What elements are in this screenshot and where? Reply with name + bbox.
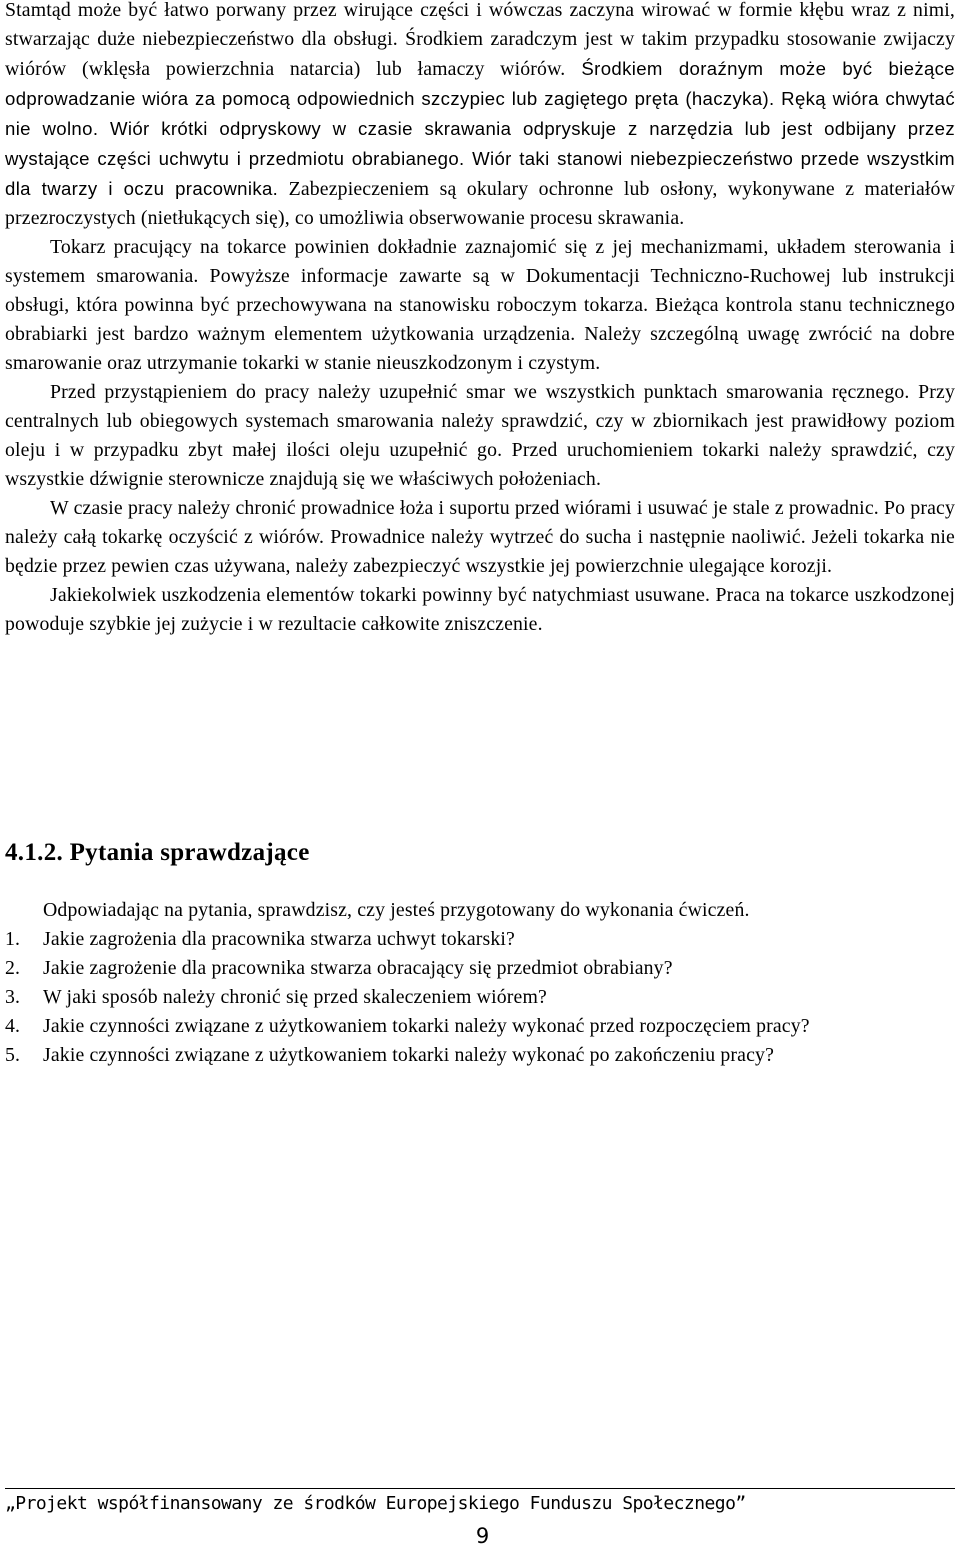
paragraph-lathe-familiarization: Tokarz pracujący na tokarce powinien dokładnie zaznajomić się z jej mechanizmami, układem sterowania i systemem smarowania. Powyższe informacje zawarte są w Dokumentacji Techniczno-Ruchowej lub instrukcji obsługi, która powinna być przechowywana na stanowisku roboczym tokarza. Bieżąca kontrola stanu technicznego obrabiarki jest bardzo ważnym elementem użytkowania urządzenia. Należy szczególną uwagę zwrócić na dobre smarowanie oraz utrzymanie tokarki w stanie nieuszkodzonym i czystym. xyxy=(5,236,955,374)
footer-divider xyxy=(5,1488,955,1489)
paragraph-during-work: W czasie pracy należy chronić prowadnice łoża i suportu przed wiórami i usuwać je stale z prowadnic. Po pracy należy całą tokarkę oczyścić z wiórów. Prowadnice należy wytrzeć do sucha i następnie naoliwić. Jeżeli tokarka nie będzie przez pewien czas używana, należy zabezpieczyć wszystkie jej powierzchnie ulegające korozji. xyxy=(5,497,955,577)
body-text xyxy=(5,0,955,639)
paragraph-chip-hazards-part-3: Zabezpieczeniem są okulary ochronne lub osłony, wykonywane z materiałów przezroczystych (nietłukących się), co umożliwia obserwowanie procesu skrawania. xyxy=(5,178,956,229)
question-item xyxy=(5,1041,955,1070)
paragraph-chip-hazards xyxy=(5,0,955,233)
page-number: 9 xyxy=(475,1524,490,1548)
question-number: 1. xyxy=(5,928,21,950)
questions-section xyxy=(5,896,955,1070)
question-number: 4. xyxy=(5,1015,21,1037)
section-heading: 4.1.2. Pytania sprawdzające xyxy=(5,839,310,866)
question-text: Jakie czynności związane z użytkowaniem tokarki należy wykonać po zakończeniu pracy? xyxy=(43,1044,774,1066)
paragraph-chip-hazards-part-2: Środkiem doraźnym może być bieżące odprowadzanie wióra za pomocą odpowiednich szczypiec lub zagiętego pręta (haczyka). Ręką wióra chwytać nie wolno. Wiór krótki odpryskowy w czasie skrawania odpryskuje z narzędzia lub jest odbijany przez wystające części uchwytu i przedmiotu obrabianego. Wiór taki stanowi niebezpieczeństwo przede wszystkim dla twarzy i oczu pracownika. xyxy=(5,58,955,199)
paragraph-damage: Jakiekolwiek uszkodzenia elementów tokarki powinny być natychmiast usuwane. Praca na tokarce uszkodzonej powoduje szybkie jej zużycie i w rezultacie całkowite zniszczenie. xyxy=(5,584,955,635)
footer-project-text: „Projekt współfinansowany ze środków Europejskiego Funduszu Społecznego” xyxy=(5,1493,746,1514)
question-text: W jaki sposób należy chronić się przed skaleczeniem wiórem? xyxy=(43,986,547,1008)
question-text: Jakie czynności związane z użytkowaniem tokarki należy wykonać przed rozpoczęciem pracy? xyxy=(43,1015,810,1037)
question-number: 5. xyxy=(5,1044,21,1066)
question-text: Jakie zagrożenie dla pracownika stwarza obracający się przedmiot obrabiany? xyxy=(43,957,673,979)
question-text: Jakie zagrożenia dla pracownika stwarza uchwyt tokarski? xyxy=(43,928,515,950)
question-number: 2. xyxy=(5,957,21,979)
paragraph-chip-hazards-part-1: Stamtąd może być łatwo porwany przez wirujące części i wówczas zaczyna wirować w formie kłębu wraz z nimi, stwarzając duże niebezpieczeństwo dla obsługi. Środkiem zaradczym jest w takim przypadku stosowanie zwijaczy wiórów (wklęsła powierzchnia natarcia) lub łamaczy wiórów. xyxy=(5,0,955,80)
question-item xyxy=(5,954,955,983)
question-item xyxy=(5,925,955,954)
question-number: 3. xyxy=(5,986,21,1008)
question-item xyxy=(5,983,955,1012)
paragraph-before-work: Przed przystąpieniem do pracy należy uzupełnić smar we wszystkich punktach smarowania ręcznego. Przy centralnych lub obiegowych systemach smarowania należy sprawdzić, czy w zbiornikach jest prawidłowy poziom oleju i w przypadku zbyt małej ilości oleju uzupełnić go. Przed uruchomieniem tokarki należy sprawdzić, czy wszystkie dźwignie sterownicze znajdują się we właściwych położeniach. xyxy=(5,381,955,490)
questions-list xyxy=(5,925,955,1070)
questions-intro: Odpowiadając na pytania, sprawdzisz, czy jesteś przygotowany do wykonania ćwiczeń. xyxy=(43,899,750,921)
question-item xyxy=(5,1012,955,1041)
